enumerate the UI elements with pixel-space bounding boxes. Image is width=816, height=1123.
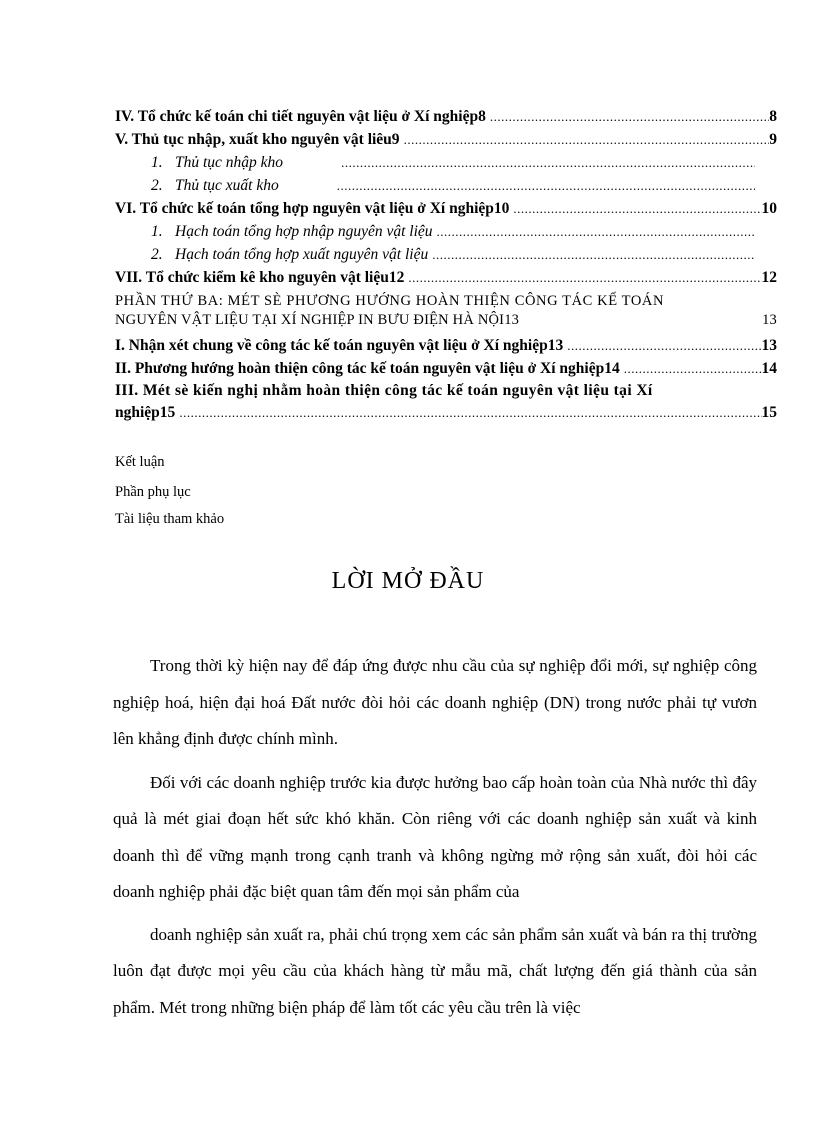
toc-extra-appendix[interactable]: Phần phụ lục — [115, 484, 191, 500]
toc-page-number: 12 — [761, 269, 777, 286]
toc-entry-text: VII. Tổ chức kiểm kê kho nguyên vật liệu12 — [115, 269, 405, 286]
paragraph: doanh nghiệp sản xuất ra, phải chú trọng xem các sản phẩm sản xuất và bán ra thị trường luôn đạt được mọi yêu cầu của khách hàng từ mẫu mã, chất lượng đến giá thành của sản phẩm. Mét trong những biện pháp để làm tốt các yêu cầu trên là việc — [113, 924, 757, 1017]
toc-sub-number: 1. — [151, 223, 163, 240]
paragraph: Đối với các doanh nghiệp trước kia được hưởng bao cấp hoàn toàn của Nhà nước thì đây quả là mét giai đoạn hết sức khó khăn. Còn riêng với các doanh nghiệp sản xuất và kinh doanh thì để vững mạnh trong cạnh tranh và không ngừng mở rộng sản xuất, đòi hỏi các doanh nghiệp phải đặc biệt quan tâm đến mọi sản phẩm của — [113, 772, 757, 901]
toc-entry[interactable] — [115, 128, 777, 151]
leader-dots — [567, 334, 761, 357]
toc-entry[interactable] — [115, 357, 777, 380]
toc-sub-number: 1. — [151, 154, 163, 171]
toc-subentry-text: Thủ tục xuất kho — [175, 177, 279, 194]
toc-subentry-text: Hạch toán tổng hợp xuất nguyên vật liệu — [175, 246, 429, 263]
leader-dots — [341, 151, 755, 174]
leader-dots — [513, 197, 761, 220]
body-text — [113, 648, 757, 1026]
toc-part-line-2: NGUYÊN VẬT LIỆU TẠI XÍ NGHIỆP IN BƯU ĐIỆN HÀ NỘI13 — [115, 312, 520, 328]
toc-page-number: 13 — [762, 312, 777, 328]
toc-entry-text: IV. Tổ chức kế toán chi tiết nguyên vật liệu ở Xí nghiệp8 — [115, 108, 486, 125]
leader-dots — [624, 357, 762, 380]
toc-entry[interactable] — [115, 197, 777, 220]
toc-page-number: 10 — [761, 200, 777, 217]
toc-entry[interactable] — [115, 380, 777, 424]
toc-entry[interactable] — [115, 334, 777, 357]
toc-entry-text: I. Nhận xét chung về công tác kế toán nguyên vật liệu ở Xí nghiệp13 — [115, 337, 564, 354]
leader-dots — [432, 243, 755, 266]
toc-sub-number: 2. — [151, 177, 163, 194]
table-of-contents — [115, 105, 777, 424]
toc-subentry[interactable] — [115, 174, 777, 197]
toc-subentry-text: Thủ tục nhập kho — [175, 154, 284, 171]
toc-entry[interactable] — [115, 105, 777, 128]
toc-page-number: 14 — [761, 360, 777, 377]
leader-dots — [404, 128, 770, 151]
leader-dots — [490, 105, 769, 128]
toc-subentry[interactable] — [115, 220, 777, 243]
toc-subentry[interactable] — [115, 151, 777, 174]
toc-part-entry[interactable] — [115, 292, 777, 330]
toc-part-line-1: PHẦN THỨ BA: MÉT SÈ PHƯƠNG HƯỚNG HOÀN THIỆN CÔNG TÁC KẾ TOÁN — [115, 293, 665, 309]
toc-entry-text: III. Mét sè kiến nghị nhằm hoàn thiện công tác kế toán nguyên vật liệu tại Xí — [115, 382, 653, 399]
toc-page-number: 8 — [769, 108, 777, 125]
leader-dots — [437, 220, 755, 243]
toc-extra-conclusion[interactable]: Kết luận — [115, 454, 165, 470]
section-heading: LỜI MỞ ĐẦU — [331, 568, 485, 594]
toc-extra-references[interactable]: Tài liệu tham khảo — [115, 511, 225, 527]
leader-dots — [179, 402, 761, 424]
toc-entry-text: VI. Tổ chức kế toán tổng hợp nguyên vật liệu ở Xí nghiệp10 — [115, 200, 510, 217]
toc-entry[interactable] — [115, 266, 777, 289]
leader-dots — [408, 266, 761, 289]
toc-page-number: 15 — [761, 404, 777, 421]
toc-entry-text: V. Thủ tục nhập, xuất kho nguyên vật liêu9 — [115, 131, 400, 148]
toc-entry-text-cont: nghiệp15 — [115, 404, 176, 421]
toc-subentry-text: Hạch toán tổng hợp nhập nguyên vật liệu — [175, 223, 433, 240]
toc-page-number: 9 — [769, 131, 777, 148]
paragraph: Trong thời kỳ hiện nay để đáp ứng được nhu cầu của sự nghiệp đổi mới, sự nghiệp công nghiệp hoá, hiện đại hoá Đất nước đòi hỏi các doanh nghiệp (DN) trong nước phải tự vươn lên khẳng định được chính mình. — [113, 656, 757, 748]
toc-subentry[interactable] — [115, 243, 777, 266]
toc-sub-number: 2. — [151, 246, 163, 263]
leader-dots — [337, 174, 755, 197]
toc-entry-text: II. Phương hướng hoàn thiện công tác kế toán nguyên vật liệu ở Xí nghiệp14 — [115, 360, 620, 377]
toc-page-number: 13 — [761, 337, 777, 354]
